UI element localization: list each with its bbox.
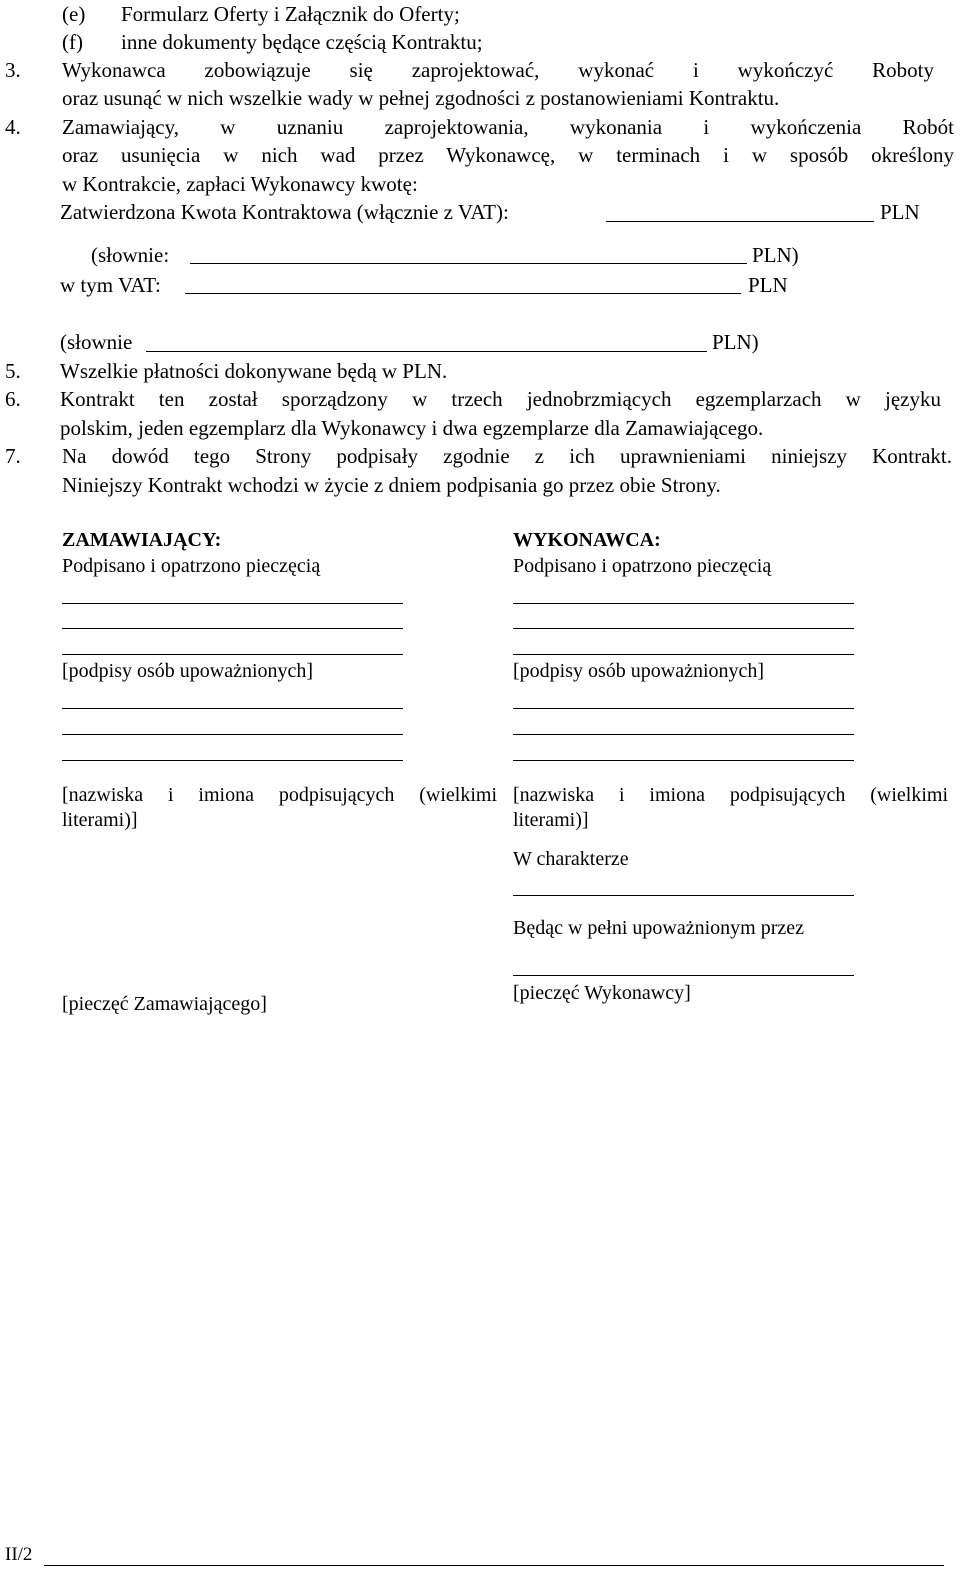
para6-line2: polskim, jeden egzemplarz dla Wykonawcy i dwa egzemplarze dla Zamawiającego.	[60, 416, 764, 440]
para3-line1-text: Wykonawca zobowiązuje się zaprojektować, wykonać i wykończyć Roboty	[62, 58, 934, 82]
amount-blank[interactable]	[606, 221, 874, 222]
signature-left-line-6[interactable]	[62, 760, 403, 761]
signature-right-authorized-line[interactable]	[513, 975, 854, 976]
signature-left-signatories: [podpisy osób upoważnionych]	[62, 660, 314, 682]
para7-line2: Niniejszy Kontrakt wchodzi w życie z dniem podpisania go przez obie Strony.	[62, 473, 721, 497]
words1-blank[interactable]	[190, 263, 747, 264]
para7-line1-text: Na dowód tego Strony podpisały zgodnie z ich uprawnieniami niniejszy Kontrakt.	[62, 444, 952, 468]
footer-rule	[44, 1565, 944, 1566]
para4-line2	[62, 141, 954, 170]
signature-left-line-1[interactable]	[62, 603, 403, 604]
para7-line1	[62, 442, 952, 471]
list-marker-f: (f)	[62, 30, 83, 54]
signature-right-names-line2: literami)]	[513, 809, 589, 831]
words1-end: PLN)	[752, 243, 799, 267]
signature-left-line-5[interactable]	[62, 734, 403, 735]
para4-line3: w Kontrakcie, zapłaci Wykonawcy kwotę:	[62, 172, 418, 196]
signature-right-names-line1	[513, 782, 948, 808]
words2-blank[interactable]	[146, 351, 707, 352]
words2-label: (słownie	[60, 330, 133, 354]
words2-end: PLN)	[712, 330, 759, 354]
signature-right-capacity-line[interactable]	[513, 895, 854, 896]
para7-number: 7.	[5, 444, 21, 468]
signature-right-line-6[interactable]	[513, 760, 854, 761]
signature-right-line-3[interactable]	[513, 654, 854, 655]
signature-left-stamp: [pieczęć Zamawiającego]	[62, 993, 267, 1015]
signature-right-line-4[interactable]	[513, 708, 854, 709]
list-marker-e: (e)	[62, 2, 86, 26]
para5-text: Wszelkie płatności dokonywane będą w PLN.	[60, 359, 448, 383]
vat-blank[interactable]	[185, 293, 741, 294]
signature-left-names-line2: literami)]	[62, 809, 138, 831]
signature-left-names-line1	[62, 782, 497, 808]
vat-label: w tym VAT:	[60, 273, 161, 297]
signature-left-line-3[interactable]	[62, 654, 403, 655]
signature-left-line-2[interactable]	[62, 628, 403, 629]
para4-number: 4.	[5, 115, 21, 139]
footer-page-label: II/2	[5, 1544, 33, 1565]
list-item-e: Formularz Oferty i Załącznik do Oferty;	[121, 2, 460, 26]
signature-right-heading: WYKONAWCA:	[513, 529, 661, 551]
signature-right-signatories: [podpisy osób upoważnionych]	[513, 660, 765, 682]
para6-line1	[60, 385, 941, 414]
para4-line1	[62, 113, 954, 142]
signature-right-line-1[interactable]	[513, 603, 854, 604]
para5-number: 5.	[5, 359, 21, 383]
list-item-f: inne dokumenty będące częścią Kontraktu;	[121, 30, 483, 54]
signature-left-signed: Podpisano i opatrzono pieczęcią	[62, 555, 321, 577]
signature-left-heading: ZAMAWIAJĄCY:	[62, 529, 222, 551]
para3-line1	[62, 56, 934, 85]
para3-line2: oraz usunąć w nich wszelkie wady w pełnej zgodności z postanowieniami Kontraktu.	[62, 86, 780, 110]
signature-left-names-line1-text: [nazwiska i imiona podpisujących (wielkimi	[62, 784, 497, 806]
signature-right-stamp: [pieczęć Wykonawcy]	[513, 982, 691, 1004]
signature-right-signed: Podpisano i opatrzono pieczęcią	[513, 555, 772, 577]
vat-currency: PLN	[748, 273, 788, 297]
words1-label: (słownie:	[91, 243, 170, 267]
signature-left-line-4[interactable]	[62, 708, 403, 709]
signature-right-line-2[interactable]	[513, 628, 854, 629]
para6-number: 6.	[5, 387, 21, 411]
signature-right-line-5[interactable]	[513, 734, 854, 735]
amount-currency: PLN	[880, 200, 920, 224]
signature-right-capacity: W charakterze	[513, 848, 629, 870]
amount-label: Zatwierdzona Kwota Kontraktowa (włącznie z VAT):	[60, 200, 509, 224]
para6-line1-text: Kontrakt ten został sporządzony w trzech jednobrzmiących egzemplarzach w języku	[60, 387, 941, 411]
signature-right-authorized: Będąc w pełni upoważnionym przez	[513, 917, 805, 939]
signature-right-names-line1-text: [nazwiska i imiona podpisujących (wielkimi	[513, 784, 948, 806]
para3-number: 3.	[5, 58, 21, 82]
para4-line1-text: Zamawiający, w uznaniu zaprojektowania, wykonania i wykończenia Robót	[62, 115, 954, 139]
para4-line2-text: oraz usunięcia w nich wad przez Wykonawcę, w terminach i w sposób określony	[62, 143, 954, 167]
